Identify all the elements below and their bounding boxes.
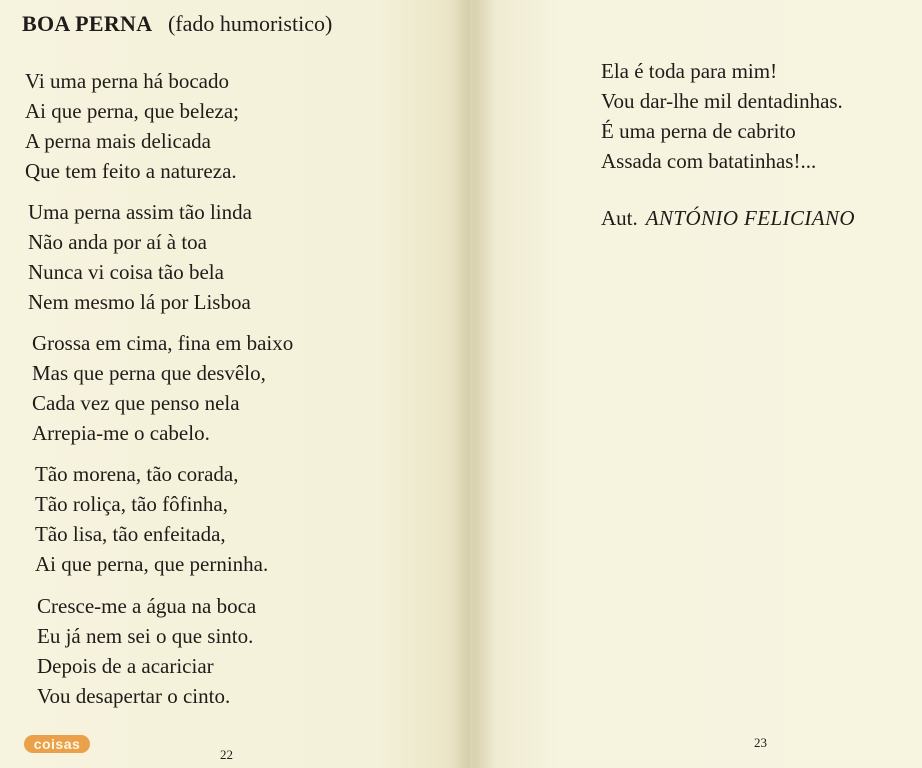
verse-line: Tão roliça, tão fôfinha, <box>35 492 228 516</box>
verse-line: Que tem feito a natureza. <box>25 159 237 183</box>
verse-line: Arrepia-me o cabelo. <box>32 421 210 445</box>
verse-line: Nem mesmo lá por Lisboa <box>28 290 251 314</box>
author-name: ANTÓNIO FELICIANO <box>645 206 855 230</box>
verse-line: Vou dar-lhe mil dentadinhas. <box>601 89 843 113</box>
verse-line: Cresce-me a água na boca <box>37 594 257 618</box>
verse-line: Não anda por aí à toa <box>28 230 208 254</box>
verse-line: Ai que perna, que perninha. <box>35 552 269 576</box>
poem-subtitle: (fado humoristico) <box>167 11 333 36</box>
poem-title: BOA PERNA <box>22 11 153 36</box>
stanza-3 <box>32 328 293 448</box>
verse-line: A perna mais delicada <box>25 129 212 153</box>
page-number-left: 22 <box>220 747 233 762</box>
verse-line: Cada vez que penso nela <box>32 391 240 415</box>
verse-line: Mas que perna que desvêlo, <box>32 361 266 385</box>
verse-line: Eu já nem sei o que sinto. <box>37 624 254 648</box>
stanza-1 <box>25 66 239 186</box>
verse-line: Nunca vi coisa tão bela <box>28 260 224 284</box>
verse-line: Ai que perna, que beleza; <box>25 99 239 123</box>
page-number-right: 23 <box>754 735 767 750</box>
stanza-5 <box>37 591 256 711</box>
stanza-4 <box>35 459 268 579</box>
verse-line: Assada com batatinhas!... <box>601 149 817 173</box>
verse-line: Vou desapertar o cinto. <box>37 684 231 708</box>
author-prefix: Aut. <box>601 206 638 230</box>
coisas-watermark: coisas <box>24 735 90 753</box>
verse-line: Grossa em cima, fina em baixo <box>32 331 294 355</box>
verse-line: Tão lisa, tão enfeitada, <box>35 522 226 546</box>
author-credit <box>601 203 855 233</box>
poem-title-line <box>22 10 332 38</box>
book-gutter <box>455 0 495 768</box>
stanza-2 <box>28 197 252 317</box>
verse-line: Vi uma perna há bocado <box>25 69 229 93</box>
verse-line: Tão morena, tão corada, <box>35 462 239 486</box>
verse-line: Uma perna assim tão linda <box>28 200 252 224</box>
verse-line: É uma perna de cabrito <box>601 119 796 143</box>
stanza-6 <box>601 56 843 176</box>
verse-line: Ela é toda para mim! <box>601 59 778 83</box>
verse-line: Depois de a acariciar <box>37 654 214 678</box>
